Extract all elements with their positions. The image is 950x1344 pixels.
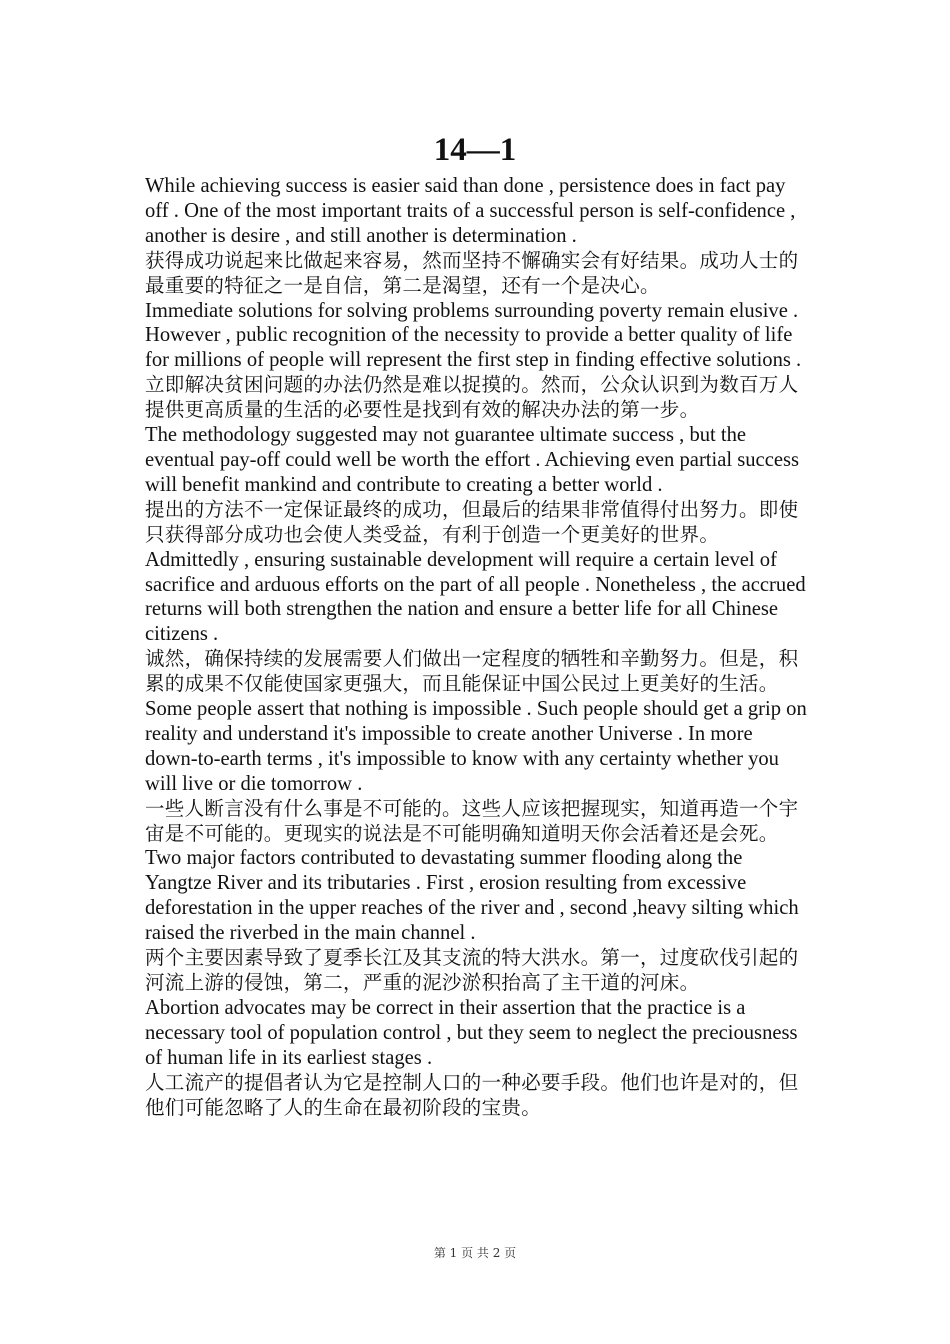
paragraph-chinese: 诚然，确保持续的发展需要人们做出一定程度的牺牲和辛勤努力。但是，积累的成果不仅能使国家更强大，而且能保证中国公民过上更美好的生活。: [145, 647, 799, 696]
paragraph-english: Two major factors contributed to devastating summer flooding along the Yangtze River and its tributaries . First , erosion resulting from excessive deforestation in the upper reaches of the river and , second ,heavy silting which raised the riverbed in the main channel .: [145, 847, 799, 945]
paragraph-english: While achieving success is easier said than done , persistence does in fact pay off . One of the most important traits of a successful person is self-confidence , another is desire , and still another is determination .: [145, 175, 796, 247]
paragraph-chinese: 获得成功说起来比做起来容易，然而坚持不懈确实会有好结果。成功人士的最重要的特征之一是自信，第二是渴望，还有一个是决心。: [145, 248, 799, 297]
paragraph-english: The methodology suggested may not guarantee ultimate success , but the eventual pay-off could well be worth the effort . Achieving even partial success will benefit mankind and contribute to creating a better world .: [145, 424, 800, 496]
paragraph-chinese: 提出的方法不一定保证最终的成功，但最后的结果非常值得付出努力。即使只获得部分成功也会使人类受益，有利于创造一个更美好的世界。: [145, 497, 799, 546]
paragraph-chinese: 人工流产的提倡者认为它是控制人口的一种必要手段。他们也许是对的，但他们可能忽略了人的生命在最初阶段的宝贵。: [145, 1070, 799, 1119]
paragraph-chinese: 一些人断言没有什么事是不可能的。这些人应该把握现实，知道再造一个宇宙是不可能的。更现实的说法是不可能明确知道明天你会活着还是会死。: [145, 796, 799, 845]
paragraph-english: Admittedly , ensuring sustainable development will require a certain level of sacrifice and arduous efforts on the part of all people . Nonetheless , the accrued returns will both strengthen the nation and ensure a better life for all Chinese citizens .: [145, 548, 806, 646]
paragraph-english: Immediate solutions for solving problems surrounding poverty remain elusive . However , public recognition of the necessity to provide a better quality of life for millions of people will represent the first step in finding effective solutions .: [145, 299, 802, 372]
paragraph-chinese: 立即解决贫困问题的办法仍然是难以捉摸的。然而，公众认识到为数百万人提供更高质量的生活的必要性是找到有效的解决办法的第一步。: [145, 373, 799, 422]
page-title: 14—1: [433, 132, 517, 168]
paragraph-english: Some people assert that nothing is impossible . Such people should get a grip on reality and understand it's impossible to create another Universe . In more down-to-earth terms , it's impossible to know with any certainty whether you will live or die tomorrow .: [145, 698, 807, 795]
paragraph-english: Abortion advocates may be correct in their assertion that the practice is a necessary tool of population control , but they seem to neglect the preciousness of human life in its earliest stages .: [145, 996, 798, 1069]
paragraph-chinese: 两个主要因素导致了夏季长江及其支流的特大洪水。第一，过度砍伐引起的河流上游的侵蚀，第二，严重的泥沙淤积抬高了主干道的河床。: [145, 946, 799, 994]
document-body: [145, 174, 810, 1120]
page-number-footer: 第 1 页 共 2 页: [433, 1246, 517, 1260]
